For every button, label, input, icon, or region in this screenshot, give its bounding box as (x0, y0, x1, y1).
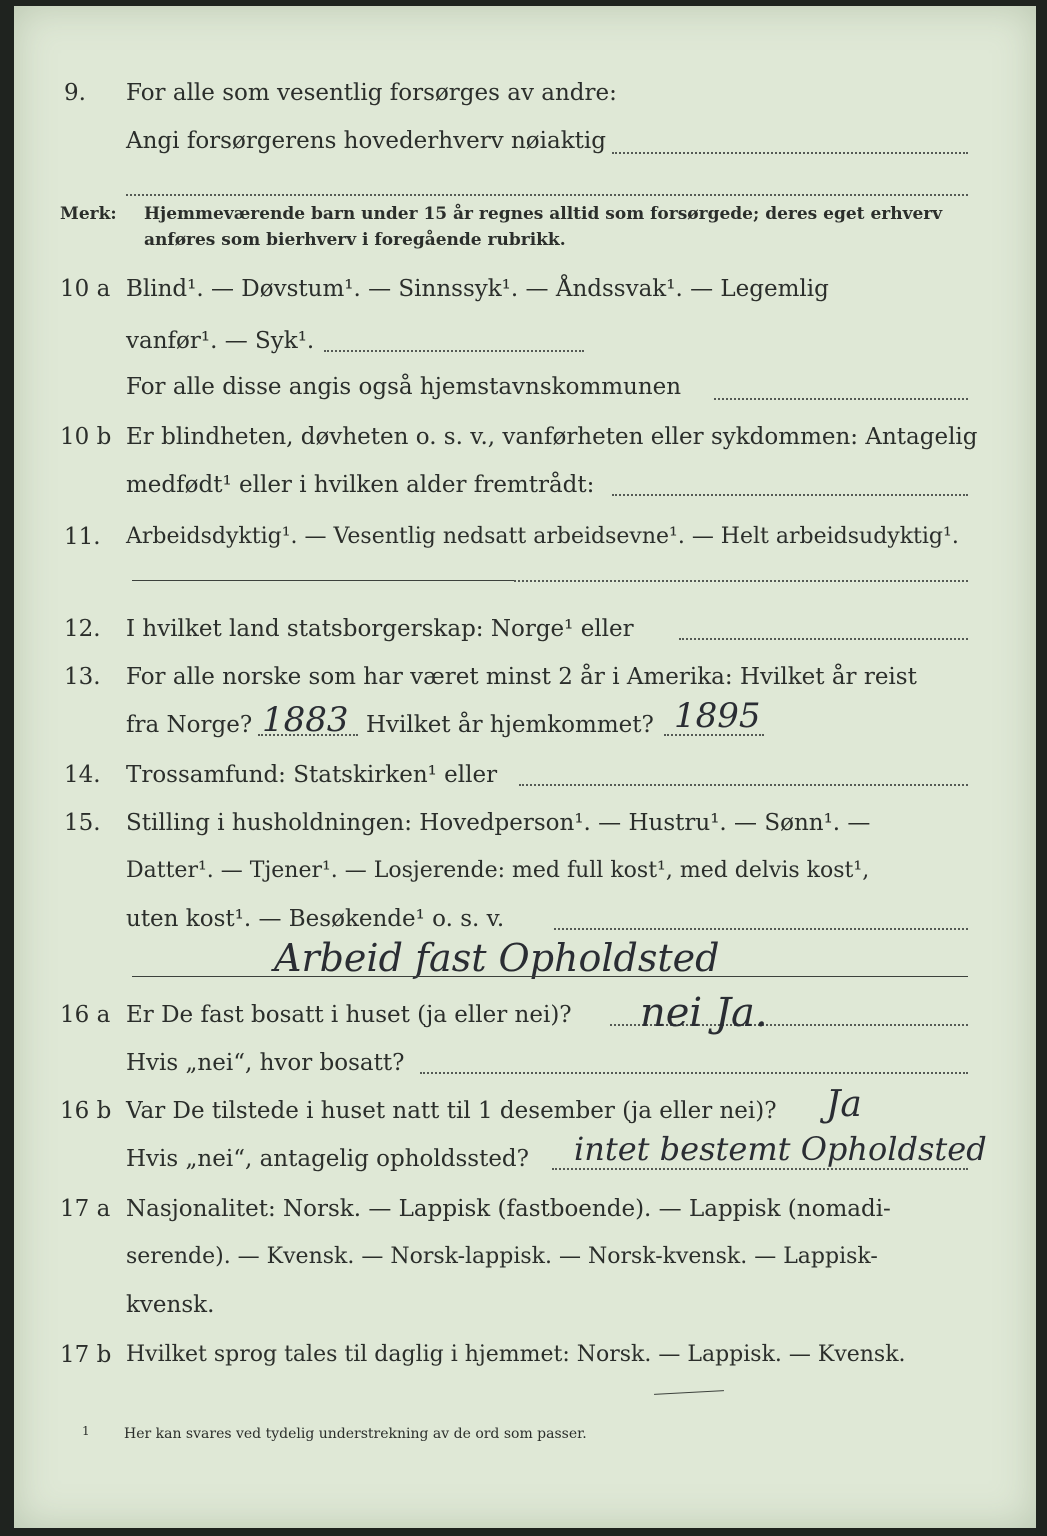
footnote-mark: 1 (82, 1424, 90, 1438)
q10b-line2: medfødt¹ eller i hvilken alder fremtrådt: (126, 472, 595, 498)
q16a-dotline-2 (420, 1072, 968, 1074)
footnote-text: Her kan svares ved tydelig understrekning av de ord som passer. (124, 1426, 587, 1442)
q16b-dotline (552, 1168, 968, 1170)
q14-dotline (519, 784, 968, 786)
q9-number: 9. (64, 80, 86, 106)
q16a-answer-handwriting: nei Ja. (640, 990, 768, 1036)
q11-rule-right (514, 580, 968, 582)
merk-line1: Hjemmeværende barn under 15 år regnes alltid som forsørgede; deres eget erhverv (144, 204, 943, 224)
q13-line1: For alle norske som har været minst 2 år i Amerika: Hvilket år reist (126, 664, 917, 690)
merk-line2: anføres som bierhverv i foregående rubrikk. (144, 230, 566, 250)
q10a-number: 10 a (60, 276, 111, 302)
q15-dotline (554, 928, 968, 930)
q16a-line2: Hvis „nei“, hvor bosatt? (126, 1050, 405, 1076)
q15-line2: Datter¹. — Tjener¹. — Losjerende: med full kost¹, med delvis kost¹, (126, 858, 870, 883)
q16b-answer1-handwriting: Ja (826, 1084, 862, 1125)
q9-answer-dotline-2 (126, 194, 968, 196)
q13-line2b: Hvilket år hjemkommet? (366, 712, 654, 738)
q15-answer-rule (132, 976, 968, 977)
q17a-line1: Nasjonalitet: Norsk. — Lappisk (fastboende). — Lappisk (nomadi- (126, 1196, 891, 1222)
q12-dotline (679, 638, 968, 640)
q15-line1: Stilling i husholdningen: Hovedperson¹. — Hustru¹. — Sønn¹. — (126, 810, 871, 836)
q13-number: 13. (64, 664, 101, 690)
q10a-line2: vanfør¹. — Syk¹. (126, 328, 315, 354)
q10b-number: 10 b (60, 424, 112, 450)
q16a-number: 16 a (60, 1002, 111, 1028)
q12-line1: I hvilket land statsborgerskap: Norge¹ eller (126, 616, 634, 642)
q16a-line1: Er De fast bosatt i huset (ja eller nei)? (126, 1002, 572, 1028)
q15-answer-handwriting: Arbeid fast Opholdsted (274, 936, 720, 980)
q10a-dotline-2 (714, 398, 968, 400)
q17b-number: 17 b (60, 1342, 112, 1368)
q16b-line2: Hvis „nei“, antagelig opholdssted? (126, 1146, 529, 1172)
q13-answer-home-handwriting: 1895 (674, 696, 761, 736)
q10a-dotline-1 (324, 350, 584, 352)
q17a-line3: kvensk. (126, 1292, 215, 1318)
q11-rule-left (132, 580, 514, 581)
q9-line1: For alle som vesentlig forsørges av andre: (126, 80, 617, 106)
q10b-dotline (612, 494, 968, 496)
q10b-line1: Er blindheten, døvheten o. s. v., vanførheten eller sykdommen: Antagelig (126, 424, 978, 450)
q17a-line2: serende). — Kvensk. — Norsk-lappisk. — Norsk-kvensk. — Lappisk- (126, 1244, 878, 1269)
q14-line1: Trossamfund: Statskirken¹ eller (126, 762, 498, 788)
merk-label: Merk: (60, 204, 117, 224)
q13-line2a: fra Norge? (126, 712, 253, 738)
q17a-number: 17 a (60, 1196, 111, 1222)
footnote (82, 1424, 587, 1442)
q16b-answer2-handwriting: intet bestemt Opholdsted (574, 1130, 987, 1168)
q9-answer-dotline (612, 152, 968, 154)
q15-line3: uten kost¹. — Besøkende¹ o. s. v. (126, 906, 505, 932)
q17b-line1: Hvilket sprog tales til daglig i hjemmet: Norsk. — Lappisk. — Kvensk. (126, 1342, 906, 1367)
pen-stroke-mark (654, 1390, 724, 1395)
q16b-line1: Var De tilstede i huset natt til 1 desember (ja eller nei)? (126, 1098, 777, 1124)
q10a-line1: Blind¹. — Døvstum¹. — Sinnssyk¹. — Åndssvak¹. — Legemlig (126, 276, 829, 302)
q15-number: 15. (64, 810, 101, 836)
q16b-number: 16 b (60, 1098, 112, 1124)
q11-line1: Arbeidsdyktig¹. — Vesentlig nedsatt arbeidsevne¹. — Helt arbeidsudyktig¹. (126, 524, 959, 549)
q13-dotline-1 (258, 734, 358, 736)
q12-number: 12. (64, 616, 101, 642)
census-form-page (14, 6, 1036, 1528)
q13-answer-left-handwriting: 1883 (262, 700, 349, 740)
q14-number: 14. (64, 762, 101, 788)
q11-number: 11. (64, 524, 101, 550)
q9-line2: Angi forsørgerens hovederhverv nøiaktig (126, 128, 606, 154)
q10a-line3: For alle disse angis også hjemstavnskommunen (126, 374, 682, 400)
